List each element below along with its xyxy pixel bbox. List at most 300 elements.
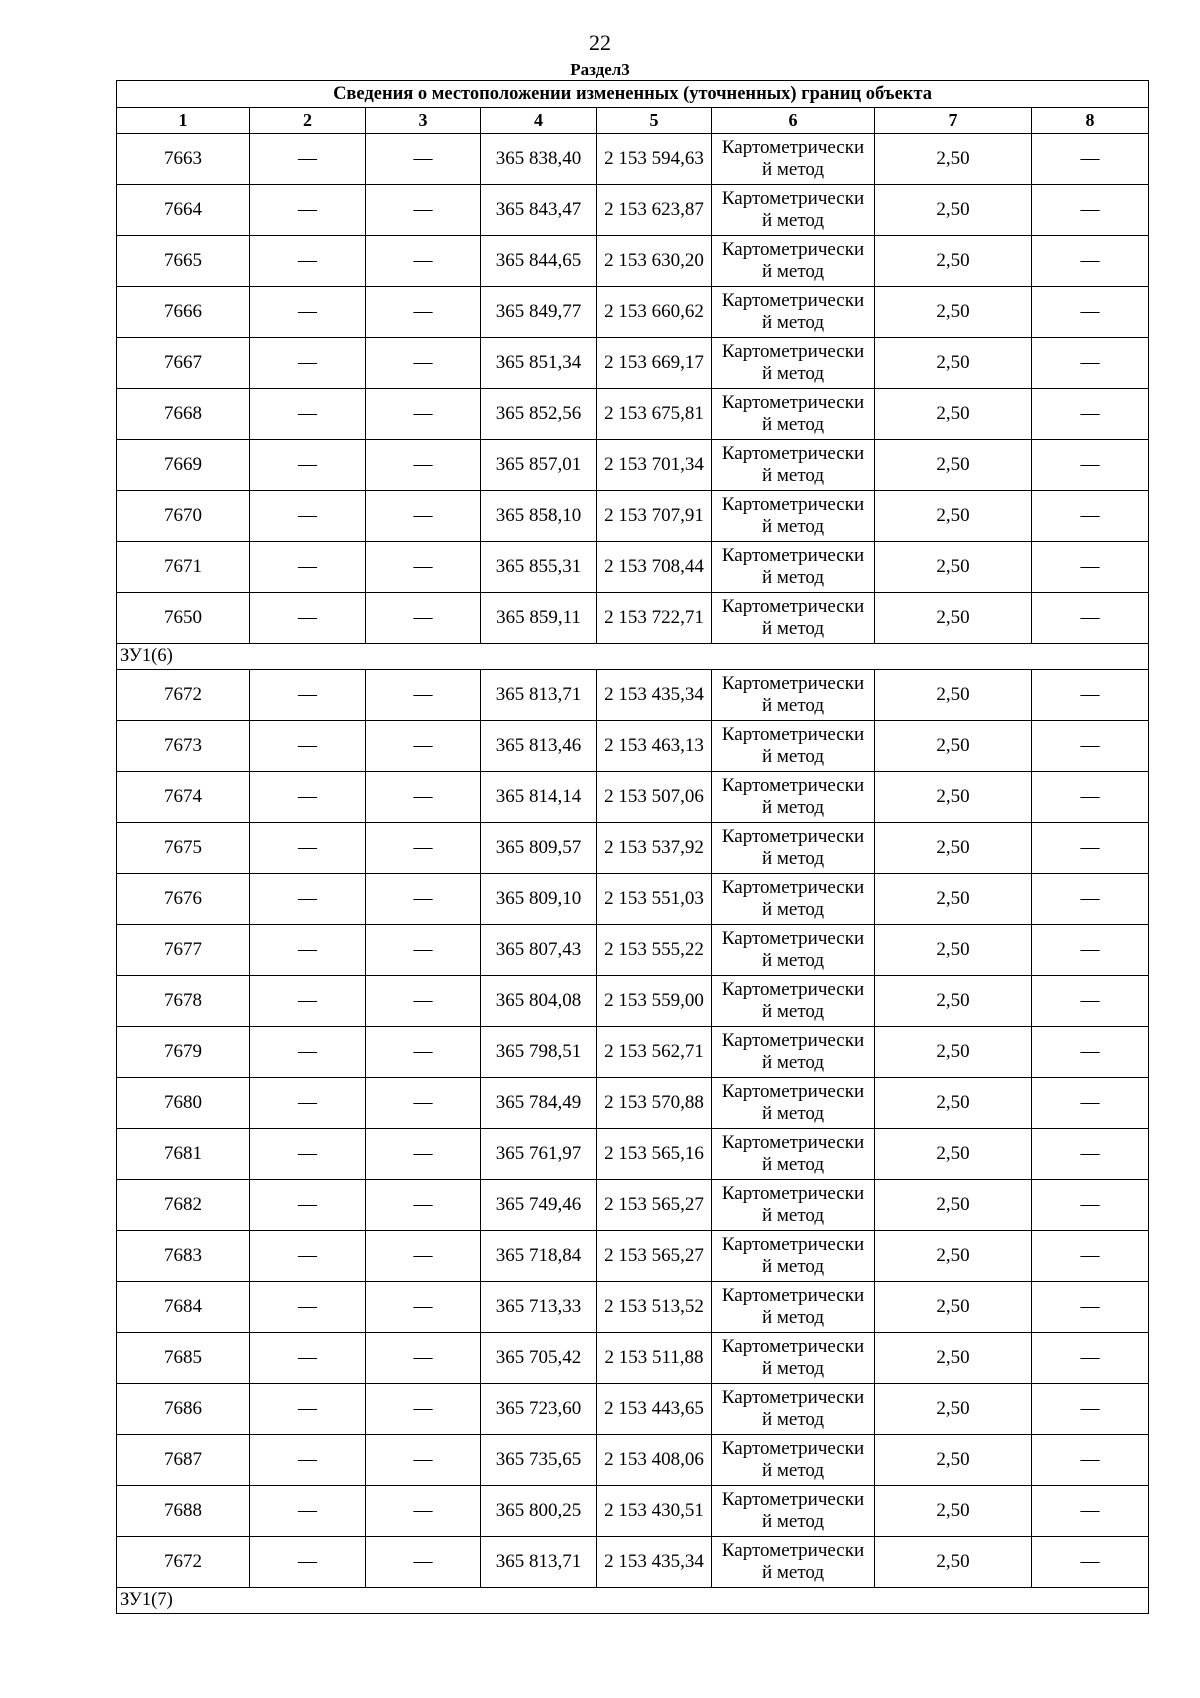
col3-cell: — bbox=[366, 1231, 481, 1282]
point-number-cell: 7667 bbox=[117, 338, 250, 389]
accuracy-cell: 2,50 bbox=[875, 721, 1032, 772]
point-number-cell: 7668 bbox=[117, 389, 250, 440]
method-line-2: й метод bbox=[761, 312, 825, 333]
accuracy-cell: 2,50 bbox=[875, 1129, 1032, 1180]
table-row bbox=[117, 1537, 1149, 1588]
method-line-1: Картометрически bbox=[721, 545, 865, 566]
point-number-cell: 7682 bbox=[117, 1180, 250, 1231]
method-line-2: й метод bbox=[761, 1460, 825, 1481]
point-number-cell: 7678 bbox=[117, 976, 250, 1027]
section-title: Раздел3 bbox=[570, 60, 630, 79]
col3-cell: — bbox=[366, 134, 481, 185]
y-coordinate-cell: 2 153 669,17 bbox=[597, 338, 712, 389]
col3-cell: — bbox=[366, 185, 481, 236]
x-coordinate-cell: 365 735,65 bbox=[481, 1435, 597, 1486]
table-row bbox=[117, 1078, 1149, 1129]
col3-cell: — bbox=[366, 721, 481, 772]
method-cell bbox=[712, 338, 875, 389]
method-cell bbox=[712, 823, 875, 874]
point-number-cell: 7650 bbox=[117, 593, 250, 644]
method-cell bbox=[712, 1027, 875, 1078]
column-header-7: 7 bbox=[875, 108, 1032, 134]
col3-cell: — bbox=[366, 1537, 481, 1588]
y-coordinate-cell: 2 153 551,03 bbox=[597, 874, 712, 925]
point-number-cell: 7669 bbox=[117, 440, 250, 491]
method-line-1: Картометрически bbox=[721, 1387, 865, 1408]
table-row bbox=[117, 1486, 1149, 1537]
method-cell bbox=[712, 772, 875, 823]
col8-cell: — bbox=[1032, 389, 1149, 440]
accuracy-cell: 2,50 bbox=[875, 670, 1032, 721]
x-coordinate-cell: 365 809,10 bbox=[481, 874, 597, 925]
col3-cell: — bbox=[366, 925, 481, 976]
point-number-cell: 7675 bbox=[117, 823, 250, 874]
y-coordinate-cell: 2 153 623,87 bbox=[597, 185, 712, 236]
col2-cell: — bbox=[250, 925, 366, 976]
col2-cell: — bbox=[250, 721, 366, 772]
table-row bbox=[117, 772, 1149, 823]
table-row bbox=[117, 236, 1149, 287]
method-cell bbox=[712, 593, 875, 644]
method-line-2: й метод bbox=[761, 567, 825, 588]
method-line-1: Картометрически bbox=[721, 1540, 865, 1561]
col2-cell: — bbox=[250, 1282, 366, 1333]
group-row bbox=[117, 1588, 1149, 1614]
method-line-2: й метод bbox=[761, 1052, 825, 1073]
col8-cell: — bbox=[1032, 1333, 1149, 1384]
col2-cell: — bbox=[250, 1537, 366, 1588]
method-line-1: Картометрически bbox=[721, 1030, 865, 1051]
method-line-1: Картометрически bbox=[721, 724, 865, 745]
method-line-1: Картометрически bbox=[721, 1234, 865, 1255]
method-cell bbox=[712, 721, 875, 772]
table-row bbox=[117, 823, 1149, 874]
table-body-block-2 bbox=[117, 670, 1149, 1588]
method-line-1: Картометрически bbox=[721, 877, 865, 898]
x-coordinate-cell: 365 713,33 bbox=[481, 1282, 597, 1333]
point-number-cell: 7688 bbox=[117, 1486, 250, 1537]
table-row bbox=[117, 874, 1149, 925]
method-line-2: й метод bbox=[761, 516, 825, 537]
method-cell bbox=[712, 1231, 875, 1282]
accuracy-cell: 2,50 bbox=[875, 772, 1032, 823]
method-line-1: Картометрически bbox=[721, 290, 865, 311]
y-coordinate-cell: 2 153 511,88 bbox=[597, 1333, 712, 1384]
method-line-2: й метод bbox=[761, 618, 825, 639]
col8-cell: — bbox=[1032, 287, 1149, 338]
point-number-cell: 7666 bbox=[117, 287, 250, 338]
col8-cell: — bbox=[1032, 1435, 1149, 1486]
col2-cell: — bbox=[250, 338, 366, 389]
y-coordinate-cell: 2 153 708,44 bbox=[597, 542, 712, 593]
col8-cell: — bbox=[1032, 1486, 1149, 1537]
method-line-1: Картометрически bbox=[721, 1285, 865, 1306]
point-number-cell: 7687 bbox=[117, 1435, 250, 1486]
col8-cell: — bbox=[1032, 721, 1149, 772]
method-line-2: й метод bbox=[761, 1562, 825, 1583]
col2-cell: — bbox=[250, 440, 366, 491]
point-number-cell: 7663 bbox=[117, 134, 250, 185]
col2-cell: — bbox=[250, 823, 366, 874]
col8-cell: — bbox=[1032, 1180, 1149, 1231]
col3-cell: — bbox=[366, 1333, 481, 1384]
point-number-cell: 7671 bbox=[117, 542, 250, 593]
accuracy-cell: 2,50 bbox=[875, 925, 1032, 976]
y-coordinate-cell: 2 153 722,71 bbox=[597, 593, 712, 644]
method-cell bbox=[712, 1078, 875, 1129]
table-row bbox=[117, 542, 1149, 593]
y-coordinate-cell: 2 153 435,34 bbox=[597, 1537, 712, 1588]
x-coordinate-cell: 365 844,65 bbox=[481, 236, 597, 287]
table-row bbox=[117, 491, 1149, 542]
accuracy-cell: 2,50 bbox=[875, 389, 1032, 440]
table-row bbox=[117, 287, 1149, 338]
method-line-2: й метод bbox=[761, 1103, 825, 1124]
col2-cell: — bbox=[250, 1435, 366, 1486]
col8-cell: — bbox=[1032, 1231, 1149, 1282]
method-cell bbox=[712, 185, 875, 236]
point-number-cell: 7665 bbox=[117, 236, 250, 287]
y-coordinate-cell: 2 153 443,65 bbox=[597, 1384, 712, 1435]
method-cell bbox=[712, 287, 875, 338]
point-number-cell: 7679 bbox=[117, 1027, 250, 1078]
col8-cell: — bbox=[1032, 976, 1149, 1027]
table-row bbox=[117, 1231, 1149, 1282]
method-line-2: й метод bbox=[761, 465, 825, 486]
accuracy-cell: 2,50 bbox=[875, 542, 1032, 593]
page-number: 22 bbox=[589, 30, 611, 55]
col3-cell: — bbox=[366, 1435, 481, 1486]
x-coordinate-cell: 365 800,25 bbox=[481, 1486, 597, 1537]
col2-cell: — bbox=[250, 1078, 366, 1129]
accuracy-cell: 2,50 bbox=[875, 134, 1032, 185]
table-row bbox=[117, 593, 1149, 644]
col8-cell: — bbox=[1032, 542, 1149, 593]
method-line-1: Картометрически bbox=[721, 979, 865, 1000]
accuracy-cell: 2,50 bbox=[875, 185, 1032, 236]
method-line-1: Картометрически bbox=[721, 392, 865, 413]
col3-cell: — bbox=[366, 976, 481, 1027]
col8-cell: — bbox=[1032, 874, 1149, 925]
method-line-1: Картометрически bbox=[721, 1183, 865, 1204]
method-cell bbox=[712, 925, 875, 976]
col8-cell: — bbox=[1032, 1027, 1149, 1078]
col2-cell: — bbox=[250, 1384, 366, 1435]
method-line-1: Картометрически bbox=[721, 1336, 865, 1357]
point-number-cell: 7685 bbox=[117, 1333, 250, 1384]
accuracy-cell: 2,50 bbox=[875, 491, 1032, 542]
method-line-2: й метод bbox=[761, 414, 825, 435]
accuracy-cell: 2,50 bbox=[875, 440, 1032, 491]
point-number-cell: 7684 bbox=[117, 1282, 250, 1333]
group-label: ЗУ1(7) bbox=[117, 1588, 1149, 1614]
col2-cell: — bbox=[250, 287, 366, 338]
col2-cell: — bbox=[250, 1180, 366, 1231]
table-row bbox=[117, 134, 1149, 185]
accuracy-cell: 2,50 bbox=[875, 236, 1032, 287]
col3-cell: — bbox=[366, 440, 481, 491]
point-number-cell: 7683 bbox=[117, 1231, 250, 1282]
accuracy-cell: 2,50 bbox=[875, 1027, 1032, 1078]
accuracy-cell: 2,50 bbox=[875, 874, 1032, 925]
method-cell bbox=[712, 542, 875, 593]
y-coordinate-cell: 2 153 660,62 bbox=[597, 287, 712, 338]
method-cell bbox=[712, 389, 875, 440]
x-coordinate-cell: 365 814,14 bbox=[481, 772, 597, 823]
method-line-2: й метод bbox=[761, 899, 825, 920]
y-coordinate-cell: 2 153 701,34 bbox=[597, 440, 712, 491]
x-coordinate-cell: 365 858,10 bbox=[481, 491, 597, 542]
method-cell bbox=[712, 134, 875, 185]
method-line-2: й метод bbox=[761, 1511, 825, 1532]
point-number-cell: 7686 bbox=[117, 1384, 250, 1435]
method-line-1: Картометрически bbox=[721, 673, 865, 694]
table-row bbox=[117, 389, 1149, 440]
col3-cell: — bbox=[366, 1129, 481, 1180]
method-line-2: й метод bbox=[761, 159, 825, 180]
boundary-table bbox=[116, 80, 1149, 1614]
col3-cell: — bbox=[366, 1486, 481, 1537]
col2-cell: — bbox=[250, 542, 366, 593]
x-coordinate-cell: 365 723,60 bbox=[481, 1384, 597, 1435]
col8-cell: — bbox=[1032, 185, 1149, 236]
column-header-5: 5 bbox=[597, 108, 712, 134]
accuracy-cell: 2,50 bbox=[875, 593, 1032, 644]
method-cell bbox=[712, 236, 875, 287]
column-header-8: 8 bbox=[1032, 108, 1149, 134]
group-row bbox=[117, 644, 1149, 670]
x-coordinate-cell: 365 855,31 bbox=[481, 542, 597, 593]
x-coordinate-cell: 365 705,42 bbox=[481, 1333, 597, 1384]
col2-cell: — bbox=[250, 1129, 366, 1180]
y-coordinate-cell: 2 153 594,63 bbox=[597, 134, 712, 185]
method-line-1: Картометрически bbox=[721, 1132, 865, 1153]
table-caption: Сведения о местоположении измененных (уточненных) границ объекта bbox=[117, 81, 1149, 108]
col3-cell: — bbox=[366, 1282, 481, 1333]
method-cell bbox=[712, 1384, 875, 1435]
column-header-3: 3 bbox=[366, 108, 481, 134]
x-coordinate-cell: 365 761,97 bbox=[481, 1129, 597, 1180]
point-number-cell: 7664 bbox=[117, 185, 250, 236]
y-coordinate-cell: 2 153 565,16 bbox=[597, 1129, 712, 1180]
point-number-cell: 7673 bbox=[117, 721, 250, 772]
table-row bbox=[117, 1180, 1149, 1231]
col2-cell: — bbox=[250, 593, 366, 644]
method-line-2: й метод bbox=[761, 1256, 825, 1277]
method-line-1: Картометрически bbox=[721, 596, 865, 617]
group-label: ЗУ1(6) bbox=[117, 644, 1149, 670]
table-row bbox=[117, 1333, 1149, 1384]
col3-cell: — bbox=[366, 1384, 481, 1435]
x-coordinate-cell: 365 843,47 bbox=[481, 185, 597, 236]
point-number-cell: 7674 bbox=[117, 772, 250, 823]
column-header-1: 1 bbox=[117, 108, 250, 134]
accuracy-cell: 2,50 bbox=[875, 1384, 1032, 1435]
col8-cell: — bbox=[1032, 1129, 1149, 1180]
col3-cell: — bbox=[366, 1180, 481, 1231]
accuracy-cell: 2,50 bbox=[875, 1231, 1032, 1282]
col2-cell: — bbox=[250, 1333, 366, 1384]
method-line-2: й метод bbox=[761, 1001, 825, 1022]
col8-cell: — bbox=[1032, 1078, 1149, 1129]
method-line-1: Картометрически bbox=[721, 341, 865, 362]
method-line-2: й метод bbox=[761, 950, 825, 971]
col8-cell: — bbox=[1032, 491, 1149, 542]
method-line-2: й метод bbox=[761, 1358, 825, 1379]
method-line-1: Картометрически bbox=[721, 494, 865, 515]
col3-cell: — bbox=[366, 593, 481, 644]
y-coordinate-cell: 2 153 565,27 bbox=[597, 1231, 712, 1282]
table-row bbox=[117, 976, 1149, 1027]
y-coordinate-cell: 2 153 565,27 bbox=[597, 1180, 712, 1231]
table-row bbox=[117, 721, 1149, 772]
method-line-2: й метод bbox=[761, 210, 825, 231]
method-line-2: й метод bbox=[761, 1307, 825, 1328]
col2-cell: — bbox=[250, 1027, 366, 1078]
column-header-2: 2 bbox=[250, 108, 366, 134]
accuracy-cell: 2,50 bbox=[875, 976, 1032, 1027]
x-coordinate-cell: 365 859,11 bbox=[481, 593, 597, 644]
method-line-1: Картометрически bbox=[721, 826, 865, 847]
method-cell bbox=[712, 976, 875, 1027]
x-coordinate-cell: 365 857,01 bbox=[481, 440, 597, 491]
method-line-1: Картометрически bbox=[721, 1438, 865, 1459]
method-cell bbox=[712, 874, 875, 925]
col3-cell: — bbox=[366, 874, 481, 925]
method-cell bbox=[712, 1435, 875, 1486]
x-coordinate-cell: 365 809,57 bbox=[481, 823, 597, 874]
col2-cell: — bbox=[250, 134, 366, 185]
y-coordinate-cell: 2 153 435,34 bbox=[597, 670, 712, 721]
y-coordinate-cell: 2 153 537,92 bbox=[597, 823, 712, 874]
column-header-row bbox=[117, 108, 1149, 134]
y-coordinate-cell: 2 153 463,13 bbox=[597, 721, 712, 772]
accuracy-cell: 2,50 bbox=[875, 1078, 1032, 1129]
x-coordinate-cell: 365 813,71 bbox=[481, 670, 597, 721]
col8-cell: — bbox=[1032, 440, 1149, 491]
col3-cell: — bbox=[366, 542, 481, 593]
table-row bbox=[117, 1435, 1149, 1486]
col2-cell: — bbox=[250, 1231, 366, 1282]
col3-cell: — bbox=[366, 389, 481, 440]
col3-cell: — bbox=[366, 1078, 481, 1129]
point-number-cell: 7676 bbox=[117, 874, 250, 925]
col8-cell: — bbox=[1032, 593, 1149, 644]
method-cell bbox=[712, 440, 875, 491]
col2-cell: — bbox=[250, 670, 366, 721]
x-coordinate-cell: 365 849,77 bbox=[481, 287, 597, 338]
col3-cell: — bbox=[366, 772, 481, 823]
col8-cell: — bbox=[1032, 338, 1149, 389]
method-line-1: Картометрически bbox=[721, 188, 865, 209]
col8-cell: — bbox=[1032, 772, 1149, 823]
accuracy-cell: 2,50 bbox=[875, 823, 1032, 874]
y-coordinate-cell: 2 153 430,51 bbox=[597, 1486, 712, 1537]
method-cell bbox=[712, 1486, 875, 1537]
col3-cell: — bbox=[366, 670, 481, 721]
method-cell bbox=[712, 491, 875, 542]
method-line-2: й метод bbox=[761, 1409, 825, 1430]
accuracy-cell: 2,50 bbox=[875, 1333, 1032, 1384]
method-cell bbox=[712, 670, 875, 721]
accuracy-cell: 2,50 bbox=[875, 1435, 1032, 1486]
table-row bbox=[117, 1027, 1149, 1078]
column-header-6: 6 bbox=[712, 108, 875, 134]
col2-cell: — bbox=[250, 874, 366, 925]
method-line-1: Картометрически bbox=[721, 928, 865, 949]
method-line-1: Картометрически bbox=[721, 137, 865, 158]
col8-cell: — bbox=[1032, 1537, 1149, 1588]
table-row bbox=[117, 925, 1149, 976]
method-line-2: й метод bbox=[761, 746, 825, 767]
col3-cell: — bbox=[366, 491, 481, 542]
y-coordinate-cell: 2 153 570,88 bbox=[597, 1078, 712, 1129]
table-row bbox=[117, 1282, 1149, 1333]
method-cell bbox=[712, 1333, 875, 1384]
y-coordinate-cell: 2 153 555,22 bbox=[597, 925, 712, 976]
method-line-2: й метод bbox=[761, 1154, 825, 1175]
table-row bbox=[117, 338, 1149, 389]
method-cell bbox=[712, 1282, 875, 1333]
col8-cell: — bbox=[1032, 1282, 1149, 1333]
method-cell bbox=[712, 1537, 875, 1588]
method-line-1: Картометрически bbox=[721, 1081, 865, 1102]
y-coordinate-cell: 2 153 408,06 bbox=[597, 1435, 712, 1486]
method-line-2: й метод bbox=[761, 797, 825, 818]
point-number-cell: 7670 bbox=[117, 491, 250, 542]
accuracy-cell: 2,50 bbox=[875, 1537, 1032, 1588]
x-coordinate-cell: 365 804,08 bbox=[481, 976, 597, 1027]
col2-cell: — bbox=[250, 185, 366, 236]
accuracy-cell: 2,50 bbox=[875, 1486, 1032, 1537]
col2-cell: — bbox=[250, 976, 366, 1027]
x-coordinate-cell: 365 749,46 bbox=[481, 1180, 597, 1231]
col2-cell: — bbox=[250, 1486, 366, 1537]
y-coordinate-cell: 2 153 513,52 bbox=[597, 1282, 712, 1333]
method-line-1: Картометрически bbox=[721, 239, 865, 260]
method-line-1: Картометрически bbox=[721, 775, 865, 796]
col2-cell: — bbox=[250, 236, 366, 287]
col3-cell: — bbox=[366, 236, 481, 287]
y-coordinate-cell: 2 153 507,06 bbox=[597, 772, 712, 823]
method-line-2: й метод bbox=[761, 848, 825, 869]
col2-cell: — bbox=[250, 389, 366, 440]
x-coordinate-cell: 365 852,56 bbox=[481, 389, 597, 440]
table-row bbox=[117, 670, 1149, 721]
method-line-2: й метод bbox=[761, 1205, 825, 1226]
col8-cell: — bbox=[1032, 670, 1149, 721]
point-number-cell: 7672 bbox=[117, 1537, 250, 1588]
col3-cell: — bbox=[366, 338, 481, 389]
col8-cell: — bbox=[1032, 134, 1149, 185]
x-coordinate-cell: 365 813,46 bbox=[481, 721, 597, 772]
y-coordinate-cell: 2 153 559,00 bbox=[597, 976, 712, 1027]
col3-cell: — bbox=[366, 287, 481, 338]
point-number-cell: 7680 bbox=[117, 1078, 250, 1129]
x-coordinate-cell: 365 851,34 bbox=[481, 338, 597, 389]
point-number-cell: 7672 bbox=[117, 670, 250, 721]
y-coordinate-cell: 2 153 562,71 bbox=[597, 1027, 712, 1078]
col8-cell: — bbox=[1032, 1384, 1149, 1435]
method-line-2: й метод bbox=[761, 261, 825, 282]
table-row bbox=[117, 440, 1149, 491]
x-coordinate-cell: 365 798,51 bbox=[481, 1027, 597, 1078]
table-row bbox=[117, 1384, 1149, 1435]
method-line-2: й метод bbox=[761, 363, 825, 384]
method-line-1: Картометрически bbox=[721, 443, 865, 464]
x-coordinate-cell: 365 807,43 bbox=[481, 925, 597, 976]
col8-cell: — bbox=[1032, 236, 1149, 287]
